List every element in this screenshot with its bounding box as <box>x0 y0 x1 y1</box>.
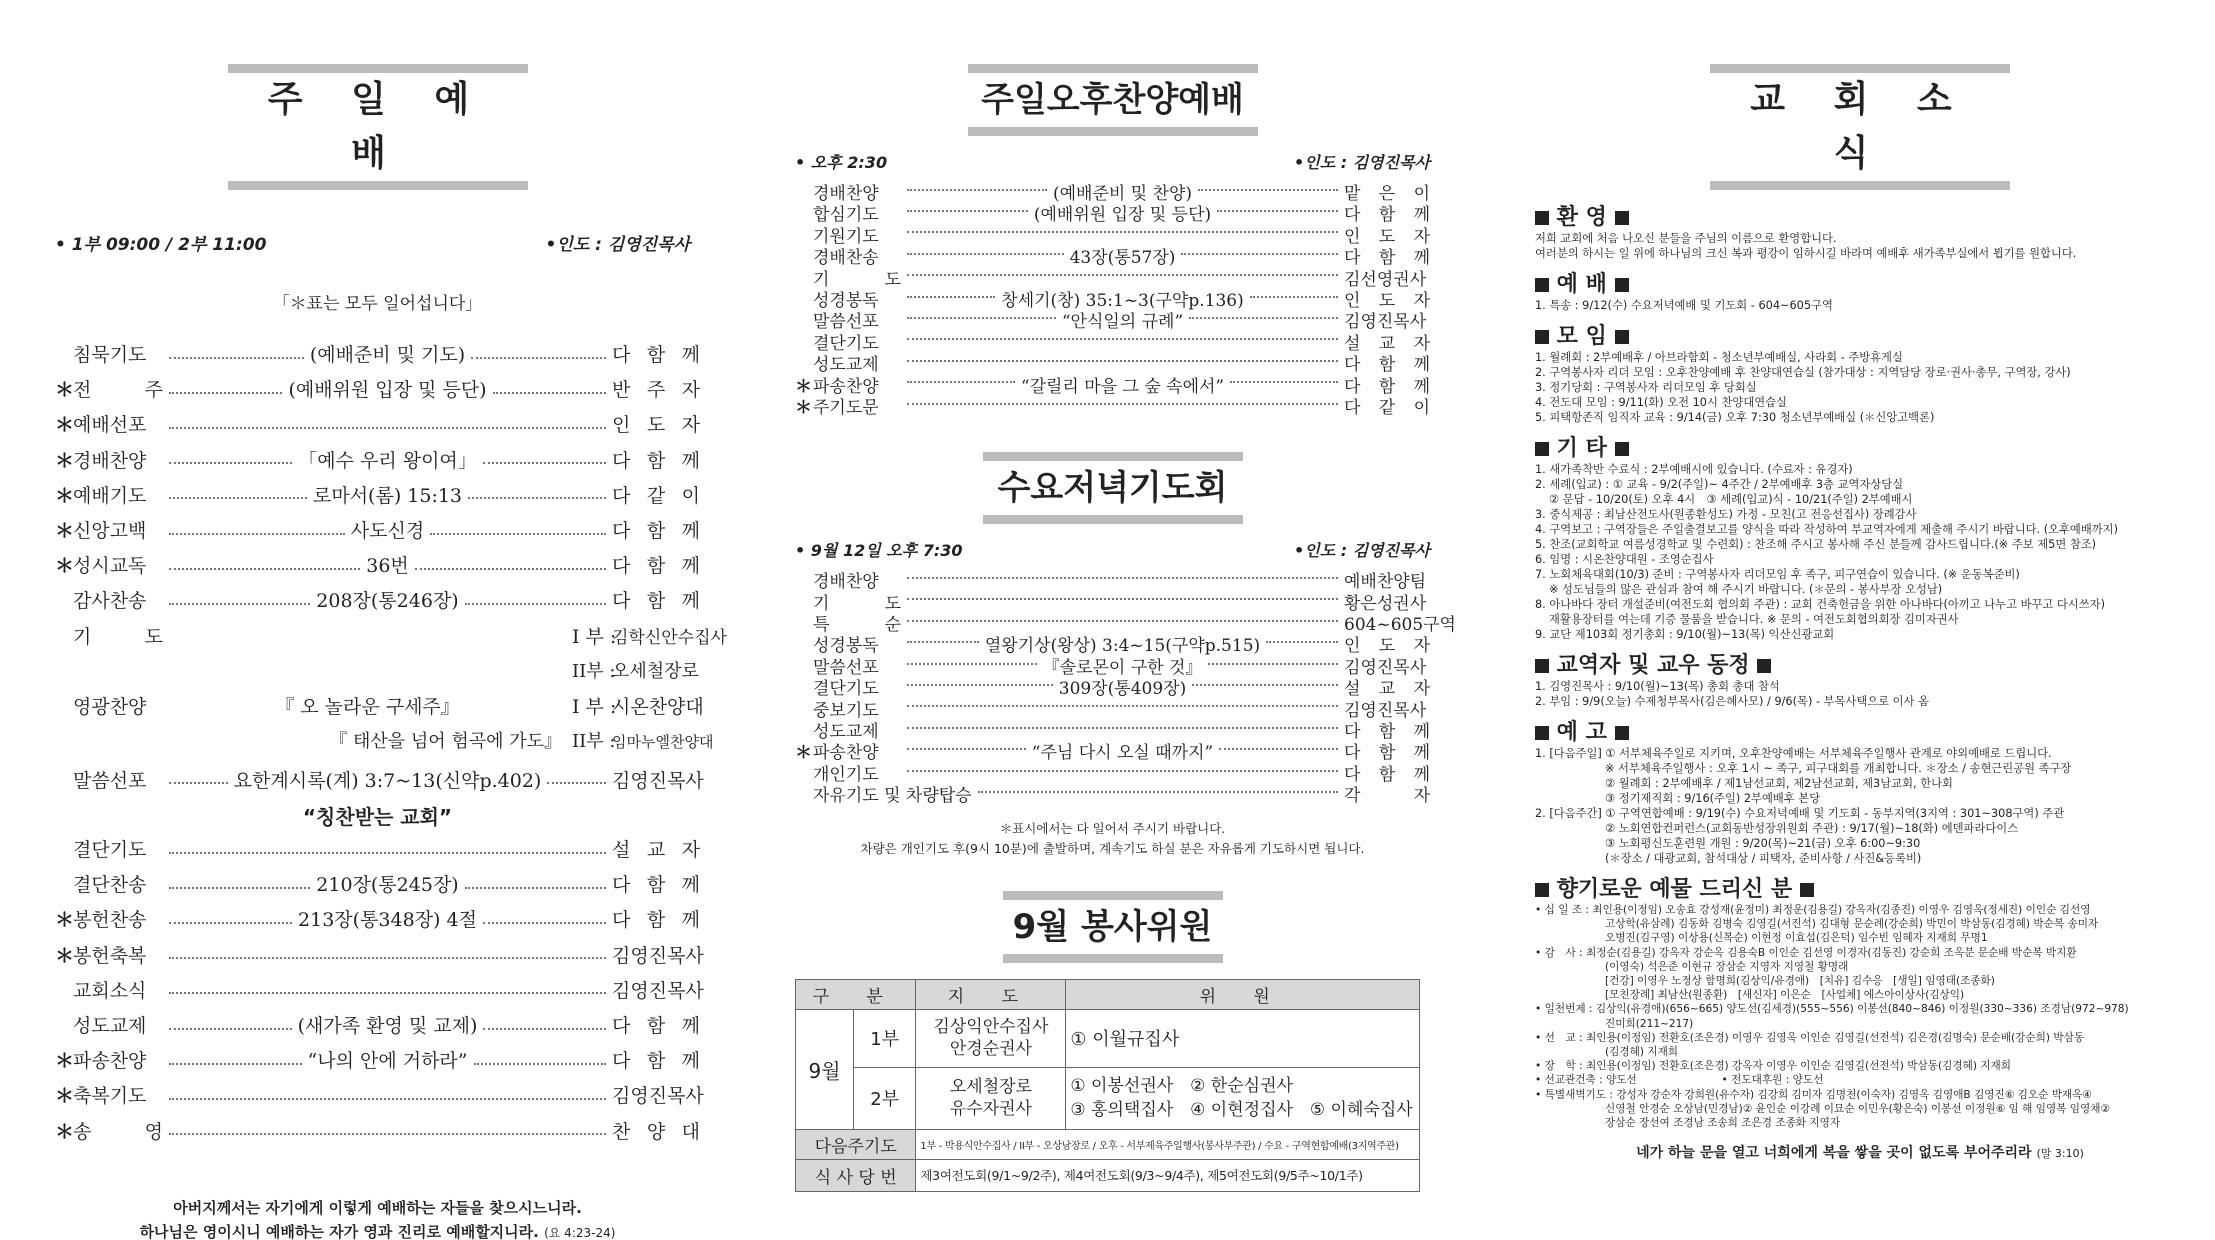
order-item: 성경봉독 열왕기상(왕상) 3:4~15(구약p.515) 인 도 자 <box>813 636 1430 657</box>
order-item-choir: 영광찬양 『 오 놀라운 구세주』 I 부 : 시온찬양대 <box>73 695 704 718</box>
square-bullet-icon <box>1800 883 1814 897</box>
section-offering: 향기로운 예물 드리신 분 <box>1535 872 2185 903</box>
order-item: 성도교제 다 함 께 <box>813 722 1430 743</box>
news-line: • 감 사 : 최정순(김용길) 강옥자 강순옥 김용숙B 이인순 김선영 이경자(김동진) 강순희 조옥분 문순배 박순복 박지환 <box>1535 946 2077 959</box>
sunday-worship-column <box>55 0 727 1240</box>
afternoon-order <box>795 179 1431 418</box>
news-line: 3. 중식제공 : 최남산전도사(원종환성도) 가정 - 모친(고 전응선집사) 장례감사 <box>1535 508 1917 521</box>
square-bullet-icon <box>1535 883 1549 897</box>
order-item: ＊ 봉헌축복 김영진목사 <box>55 944 704 967</box>
order-item: 말씀선포 “안식일의 규례” 김영진목사 <box>813 312 1427 333</box>
order-item: 성도교제 (새가족 환영 및 교제) 다 함 께 <box>73 1015 700 1037</box>
section-notice: 예 고 <box>1535 715 2185 746</box>
news-line: 2. 부임 : 9/9(오늘) 수제청부목사(김은혜사모) / 9/6(목) - 부목사택으로 이사 옴 <box>1535 695 1930 708</box>
order-item: ＊ 예배기도 로마서(롬) 15:13 다 같 이 <box>55 484 701 507</box>
servers-table: 구 분 지 도 위 원 9월 1부 김상익안수집사 안경순권사 ① 이월규집사 2부 오세철장로 유수자권사 ① 이봉선권사 ② 한순심권사 ③ 홍의택집사 ④ 이현정집사 ⑤ 이혜숙집사 다음주기도 1부 - 박용식안수집사 / II부 - 오상남장로 / 오후 - 서부제육주일행사(봉사부주관) / 수요 - 구역현합예배(3지역주관) 식 사 당 번 제3여전도회(9/1~9/2주), 제4여전도회(9/3~9/4주), 제5여전도회(9/5주~10/1주) <box>795 979 1420 1192</box>
worship-meta <box>55 230 700 255</box>
order-item: 경배찬양 (예배준비 및 찬양) 맡 은 이 <box>813 184 1430 204</box>
square-bullet-icon <box>1535 442 1549 456</box>
church-news-column <box>1535 0 2185 1162</box>
order-item: 중보기도 김영진목사 <box>813 700 1427 721</box>
wednesday-meta: • 9월 12일 오후 7:30 •인도 : 김영진목사 <box>795 541 1430 561</box>
news-line: (이영숙) 석은준 이현규 장삼순 지영자 지영철 황명래 <box>1605 960 1849 973</box>
news-line: ※ 성도님들의 많은 관심과 참여 해 주시기 바랍니다. (＊문의 - 봉사부장 오성남) <box>1549 583 1943 596</box>
news-line: 1. 월례회 : 2부예배후 / 아브라함회 - 청소년부예배실, 사라회 - 주방휴게실 <box>1535 351 1903 364</box>
news-line: 4. 구역보고 : 구역장들은 주일출결보고를 양식을 따라 작성하여 부교역자에게 제출해 주시기 바랍니다. (오후예배까지) <box>1535 523 2118 536</box>
order-item: ＊ 축복기도 김영진목사 <box>55 1085 704 1108</box>
news-line: ③ 노회평신도훈련원 개원 : 9/20(목)~21(금) 오후 6:00~9:30 <box>1605 837 1921 850</box>
order-item: 기원기도 인 도 자 <box>813 226 1430 247</box>
news-line: ② 노회연합컨퍼런스(교회동반성장위원회 주관) : 9/17(월)~18(화) 에덴파라다이스 <box>1605 822 2019 835</box>
news-line: [건강] 이영우 노정상 함명희(김상익/유경애) [치유] 김수응 [생일] 임영태(조종화) <box>1605 975 1995 988</box>
order-item: 합심기도 (예배위원 입장 및 등단) 다 함 께 <box>813 205 1430 226</box>
square-bullet-icon <box>1535 330 1549 344</box>
square-bullet-icon <box>1757 659 1771 673</box>
order-item: ＊ 경배찬양 「예수 우리 왕이여」 다 함 께 <box>55 449 700 472</box>
sermon-title: “칭찬받는 교회” <box>302 805 453 830</box>
order-item: ＊ 성시교독 36번 다 함 께 <box>55 555 700 578</box>
order-item: ＊ 파송찬양 “나의 안에 거하라” 다 함 께 <box>55 1050 701 1073</box>
order-item: ＊ 신앙고백 사도신경 다 함 께 <box>55 519 701 542</box>
order-item: 결단기도 설 교 자 <box>73 839 700 862</box>
order-item: 결단기도 설 교 자 <box>813 333 1430 354</box>
news-line: • 장 학 : 최인용(이정임) 전환호(조은경) 강옥자 이영우 이인순 김영길(선전석) 박삼동(김경혜) 지재희 <box>1535 1060 2012 1073</box>
square-bullet-icon <box>1615 330 1629 344</box>
afternoon-meta: • 오후 2:30 •인도 : 김영진목사 <box>795 153 1430 172</box>
order-item: ＊ 예배선포 인 도 자 <box>55 414 700 437</box>
wednesday-notes: ＊표시에서는 다 일어서 주시기 바랍니다. 차량은 개인기도 후(9시 10분)에 출발하며, 계속기도 하실 분은 자유롭게 기도하시면 됩니다. <box>860 820 1365 856</box>
news-line: 8. 아나바다 장터 개설준비(여전도회 협의회 주관) : 교회 건축헌금을 위한 아나바다(아끼고 나누고 바꾸고 다시쓰자) <box>1535 598 2105 611</box>
order-item: 결단기도 309장(통409장) 설 교 자 <box>813 679 1430 700</box>
section-staff: 교역자 및 교우 동정 <box>1535 648 2185 679</box>
order-item: 말씀선포 『솔로몬이 구한 것』 김영진목사 <box>813 657 1427 678</box>
order-item: 경배찬송 43장(통57장) 다 함 께 <box>813 248 1431 269</box>
news-line: 고상학(유삼례) 김동화 김병숙 김영길(서진석) 김대형 문순례(강순희) 박민이 박삼동(김경혜) 박순복 송미자 <box>1605 918 2099 931</box>
news-line: 5. 찬조(교회학교 여름성경학교 및 수련회) : 찬조해 주시고 봉사해 주신 분들께 감사드립니다.(※ 주보 제5면 참조) <box>1535 538 2097 551</box>
square-bullet-icon <box>1535 659 1549 673</box>
order-item: 특 순 604~605구역 <box>813 615 1456 636</box>
news-line: 3. 정기당회 : 구역봉사자 리더모임 후 당회실 <box>1535 381 1757 394</box>
news-line: 5. 피택항존직 임직자 교육 : 9/14(금) 오후 7:30 청소년부예배실 (＊신앙고백론) <box>1535 411 1935 424</box>
section-meeting: 모 임 <box>1535 319 2185 350</box>
afternoon-worship-title: 주일오후찬양예배 <box>968 64 1258 136</box>
church-news-title: 교 회 소 식 <box>1710 64 2010 190</box>
square-bullet-icon <box>1615 442 1629 456</box>
news-line: 진미희(211~217) <box>1605 1017 1694 1030</box>
september-servers-title: 9월 봉사위원 <box>1003 891 1223 963</box>
order-item: ＊ 주기도문 다 같 이 <box>795 397 1430 418</box>
order-item: ＊ 봉헌찬송 213장(통348장) 4절 다 함 께 <box>55 909 700 932</box>
order-item: 성경봉독 창세기(창) 35:1~3(구약p.136) 인 도 자 <box>813 290 1430 311</box>
news-line: 4. 전도대 모임 : 9/11(화) 오전 10시 찬양대연습실 <box>1535 396 1787 409</box>
section-welcome: 환 영 <box>1535 200 2185 231</box>
news-line: • 특별새벽기도 : 강성자 강순자 강희원(유수자) 김강희 김미자 김명천(이숙자) 김영옥 김영애B 김영진⑥ 김오순 박재옥④ <box>1535 1088 2092 1101</box>
square-bullet-icon <box>1615 211 1629 225</box>
news-line: [모친장례] 최남산(원종환) [새신자] 이은순 [사업체] 에스아이상사(김상익) <box>1605 989 1965 1002</box>
order-item: ＊ 전 주 (예배위원 입장 및 등단) 반 주 자 <box>55 379 701 402</box>
square-bullet-icon <box>1535 211 1549 225</box>
choir-part2: 『 태산을 넘어 험곡에 가도』 II부 : 임마누엘찬양대 <box>329 730 714 752</box>
news-body: 환 영 저희 교회에 처음 나오신 분들을 주님의 이름으로 환영합니다. 여러분의 하시는 일 위에 하나님의 크신 복과 평강이 임하시길 바라며 예배후 새가족부실에서 뵙기를 원합니다. 예 배 1. 특송 : 9/12(수) 수요저녁예배 및 기도회 - 604~605구역 모 임 1. 월례회 : 2부예배후 / 아브라함회 - 청소년부예배실, 사라회 - 주방휴게실 2. 구역봉사자 리더 모임 : 오후찬양예배 후 찬양대연습실 (참가대상 : 지역담당 장로·권사·총무, 구역장, 강사) 3. 정기당회 : 구역봉사자 리더모임 후 당회실 4. 전도대 모임 : 9/11(화) 오전 10시 찬양대연습실 5. 피택항존직 임직자 교육 : 9/14(금) 오후 7:30 청소년부예배실 (＊신앙고백론) 기 타 1. 새가족착반 수료식 : 2부예배시에 있습니다. (수료자 : 유경자) 2. 세례(입교) : ① 교육 - 9/2(주일)~ 4주간 / 2부예배후 3층 교역자상담실 ② 문답 - 10/20(토) 오후 4시 ③ 세례(입교)식 - 10/21(주일) 2부예배시 3. 중식제공 : 최남산전도사(원종환성도) 가정 - 모친(고 전응선집사) 장례감사 4. 구역보고 : 구역장들은 주일출결보고를 양식을 따라 작성하여 부교역자에게 제출해 주시기 바랍니다. (오후예배까지) 5. 찬조(교회학교 여름성경학교 및 수련회) : 찬조해 주시고 봉사해 주신 분들께 감사드립니다.(※ 주보 제5면 참조) 6. 임명 : 시온찬양대원 - 조영순집사 7. 노회체육대회(10/3) 준비 : 구역봉사자 리더모임 후 족구, 피구연습이 있습니다. (※ 운동복준비) ※ 성도님들의 많은 관심과 참여 해 주시기 바랍니다. (＊문의 - 봉사부장 오성남) 8. 아나바다 장터 개설준비(여전도회 협의회 주관) : 교회 건축헌금을 위한 아나바다(아끼고 나누고 바꾸고 다시쓰자) 재활용장터를 여는데 기증 물품을 받습니다. ※ 문의 - 여전도회협의회장 김미자권사 9. 교단 제103회 정기총회 : 9/10(월)~13(목) 익산신광교회 교역자 및 교우 동정 1. 김영진목사 : 9/10(월)~13(목) 총회 총대 참석 2. 부임 : 9/9(오늘) 수제청부목사(김은혜사모) / 9/6(목) - 부목사택으로 이사 옴 예 고 1. [다음주일] ① 서부체육주일로 지키며, 오후찬양예배는 서부체육주일행사 관계로 야외예배로 드립니다. ※ 서부체육주일행사 : 오후 1시 ~ 족구, 피구대회를 개최합니다. ＊장소 / 송현근린공원 족구장 ② 월례회 : 2부예배후 / 제1남선교회, 제2남선교회, 제3남교회, 한나회 ③ 정기제직회 : 9/16(주일) 2부예배후 본당 2. [다음주간] ① 구역연합예배 : 9/19(수) 수요저녁예배 및 기도회 - 동부지역(3지역 : 301~308구역) 주관 ② 노회연합컨퍼런스(교회동반성장위원회 주관) : 9/17(월)~18(화) 에덴파라다이스 ③ 노회평신도훈련원 개원 : 9/20(목)~21(금) 오후 6:00~9:30 (＊장소 / 대광교회, 참석대상 / 피택자, 준비사항 / 사진&등록비) 향기로운 예물 드리신 분 • 십 일 조 : 최인용(이정임) 오송효 강성재(윤정미) 최정운(김용길) 강옥자(김종진) 이영우 김영옥(정세진) 이인순 김선영 고상학(유삼례) 김동화 김병숙 김영길(서진석) 김대형 문순례(강순희) 박민이 박삼동(김경혜) 박순복 송미자 오병진(김구영) 이상용(신복순) 이현정 이효섭(김은덕) 임수빈 임혜자 지재희 무명1 • 감 사 : 최정순(김용길) 강옥자 강순옥 김용숙B 이인순 김선영 이경자(김동진) 강순희 조옥분 문순배 박순복 박지환 (이영숙) 석은준 이현규 장삼순 지영자 지영철 황명래 [건강] 이영우 노정상 함명희(김상익/유경애) [치유] 김수응 [생일] 임영태(조종화) [모친장례] 최남산(원종환) [새신자] 이은순 [사업체] 에스아이상사(김상익) • 일천번제 : 김상익(유경애)(656~665) 양도선(김세경)(555~556) 이봉선(840~846) 이정원(330~336) 조경남(972~978) 진미희(211~217) • 선 교 : 최인용(이정임) 전환호(조은경) 이영우 김영옥 이인순 김영길(선전석) 김은경(김명숙) 문순배(강순희) 박삼동 (김경혜) 지재희 • 장 학 : 최인용(이정임) 전환호(조은경) 강옥자 이영우 이인순 김영길(선전석) 박삼동(김경혜) 지재희 • 선교관건축 : 양도선 • 전도대후원 : 양도선 • 특별새벽기도 : 강성자 강순자 강희원(유수자) 김강희 김미자 김명천(이숙자) 김영옥 김영애B 김영진⑥ 김오순 박재옥④ 신영철 안경순 오상남(민경남)② 윤인순 이강례 이묘순 이민우(황은숙) 이봉선 이정원⑥ 임 해 임영복 임영채② 장삼순 장선여 조경남 조송희 조은경 조종화 지영자 네가 하늘 문을 열고 너희에게 복을 쌓을 곳이 없도록 부어주리라 (말 3:10) <box>1535 200 2185 1162</box>
order-item-prayer: 기 도 I 부 : 김학신안수집사 <box>73 625 727 648</box>
order-item: 기 도 김선영권사 <box>813 269 1427 290</box>
order-item: 자유기도 및 차량탑승 각 자 <box>813 786 1430 807</box>
news-line: 재활용장터를 여는데 기증 물품을 받습니다. ※ 문의 - 여전도회협의회장 김미자권사 <box>1549 613 1959 626</box>
news-line: • 선 교 : 최인용(이정임) 전환호(조은경) 이영우 김영옥 이인순 김영길(선전석) 김은경(김명숙) 문순배(강순희) 박삼동 <box>1535 1031 2085 1044</box>
malachi-verse: 네가 하늘 문을 열고 너희에게 복을 쌓을 곳이 없도록 부어주리라 (말 3:10) <box>1636 1145 2084 1162</box>
news-line: • 선교관건축 : 양도선 • 전도대후원 : 양도선 <box>1535 1074 1824 1087</box>
news-line: 오병진(김구영) 이상용(신복순) 이현정 이효섭(김은덕) 임수빈 임혜자 지재희 무명1 <box>1605 932 1988 945</box>
section-worship: 예 배 <box>1535 267 2185 298</box>
order-item: ＊ 파송찬양 “갈릴리 마을 그 숲 속에서” 다 함 께 <box>795 376 1430 397</box>
news-line: 1. 새가족착반 수료식 : 2부예배시에 있습니다. (수료자 : 유경자) <box>1535 463 1853 476</box>
news-line: 1. [다음주일] ① 서부체육주일로 지키며, 오후찬양예배는 서부체육주일행사 관계로 야외예배로 드립니다. <box>1535 747 2052 760</box>
news-line: ※ 서부체육주일행사 : 오후 1시 ~ 족구, 피구대회를 개최합니다. ＊장소 / 송현근린공원 족구장 <box>1605 762 2072 775</box>
news-line: 장삼순 장선여 조경남 조송희 조은경 조종화 지영자 <box>1605 1117 1841 1130</box>
news-line: 2. 세례(입교) : ① 교육 - 9/2(주일)~ 4주간 / 2부예배후 3층 교역자상담실 <box>1535 478 1904 491</box>
news-line: (김경혜) 지재희 <box>1605 1046 1679 1059</box>
news-line: ② 월례회 : 2부예배후 / 제1남선교회, 제2남선교회, 제3남교회, 한나회 <box>1605 777 1953 790</box>
worship-time: • 1부 09:00 / 2부 11:00 <box>55 235 267 255</box>
news-line: (＊장소 / 대광교회, 참석대상 / 피택자, 준비사항 / 사진&등록비) <box>1605 852 1922 865</box>
news-line: • 일천번제 : 김상익(유경애)(656~665) 양도선(김세경)(555~556) 이봉선(840~846) 이정원(330~336) 조경남(972~978) <box>1535 1003 2129 1016</box>
standing-notice: 「＊표는 모두 일어섭니다」 <box>272 294 483 314</box>
news-line: 6. 임명 : 시온찬양대원 - 조영순집사 <box>1535 553 1714 566</box>
news-line: • 십 일 조 : 최인용(이정임) 오송효 강성재(윤정미) 최정운(김용길) 강옥자(김종진) 이영우 김영옥(정세진) 이인순 김선영 <box>1535 904 2091 916</box>
news-line: 신영철 안경순 오상남(민경남)② 윤인순 이강례 이묘순 이민우(황은숙) 이봉선 이정원⑥ 임 해 임영복 임영채② <box>1605 1102 2111 1115</box>
prayer-part2: II부 : 오세철장로 <box>572 660 699 682</box>
news-line: 7. 노회체육대회(10/3) 준비 : 구역봉사자 리더모임 후 족구, 피구연습이 있습니다. (※ 운동복준비) <box>1535 568 2020 581</box>
news-line: ③ 정기제직회 : 9/16(주일) 2부예배후 본당 <box>1605 792 1821 805</box>
wednesday-order <box>795 567 1456 807</box>
order-item: 침묵기도 (예배준비 및 기도) 다 함 께 <box>73 344 701 366</box>
square-bullet-icon <box>1615 726 1629 740</box>
order-item: 기 도 황은성권사 <box>813 593 1427 614</box>
wednesday-prayer-title: 수요저녁기도회 <box>983 452 1243 524</box>
order-item: 교회소식 김영진목사 <box>73 979 704 1002</box>
sunday-worship-title: 주 일 예 배 <box>228 64 528 190</box>
news-line: 2. [다음주간] ① 구역연합예배 : 9/19(수) 수요저녁예배 및 기도회 - 동부지역(3지역 : 301~308구역) 주관 <box>1535 807 2065 820</box>
order-item: 경배찬양 예배찬양팀 <box>813 572 1427 593</box>
square-bullet-icon <box>1615 278 1629 292</box>
order-item: 개인기도 다 함 께 <box>813 764 1430 785</box>
worship-leader: •인도 : 김영진목사 <box>545 235 690 255</box>
news-line: ② 문답 - 10/20(토) 오후 4시 ③ 세례(입교)식 - 10/21(주일) 2부예배시 <box>1549 493 1913 506</box>
order-list <box>55 340 727 1152</box>
bible-verse: 아버지께서는 자기에게 이렇게 예배하는 자들을 찾으시느니라. 하나님은 영이시니 예배하는 자가 영과 진리로 예배할지니라. (요 4:23-24) <box>139 1198 616 1240</box>
order-item: 결단찬송 210장(통245장) 다 함 께 <box>73 874 701 897</box>
square-bullet-icon <box>1535 726 1549 740</box>
section-etc: 기 타 <box>1535 431 2185 462</box>
order-item: 감사찬송 208장(통246장) 다 함 께 <box>73 590 701 613</box>
news-line: 1. 김영진목사 : 9/10(월)~13(목) 총회 총대 참석 <box>1535 680 1780 693</box>
order-item: 성도교제 다 함 께 <box>813 355 1430 376</box>
square-bullet-icon <box>1535 278 1549 292</box>
order-item: ＊ 파송찬양 “주님 다시 오실 때까지” 다 함 께 <box>795 743 1430 764</box>
order-item: ＊ 송 영 찬 양 대 <box>55 1120 700 1143</box>
afternoon-worship-column <box>795 0 1456 1192</box>
news-line: 9. 교단 제103회 정기총회 : 9/10(월)~13(목) 익산신광교회 <box>1535 628 1835 641</box>
order-item-sermon: 말씀선포 요한계시록(계) 3:7~13(신약p.402) 김영진목사 <box>73 769 704 792</box>
news-line: 2. 구역봉사자 리더 모임 : 오후찬양예배 후 찬양대연습실 (참가대상 : 지역담당 장로·권사·총무, 구역장, 강사) <box>1535 366 2071 379</box>
